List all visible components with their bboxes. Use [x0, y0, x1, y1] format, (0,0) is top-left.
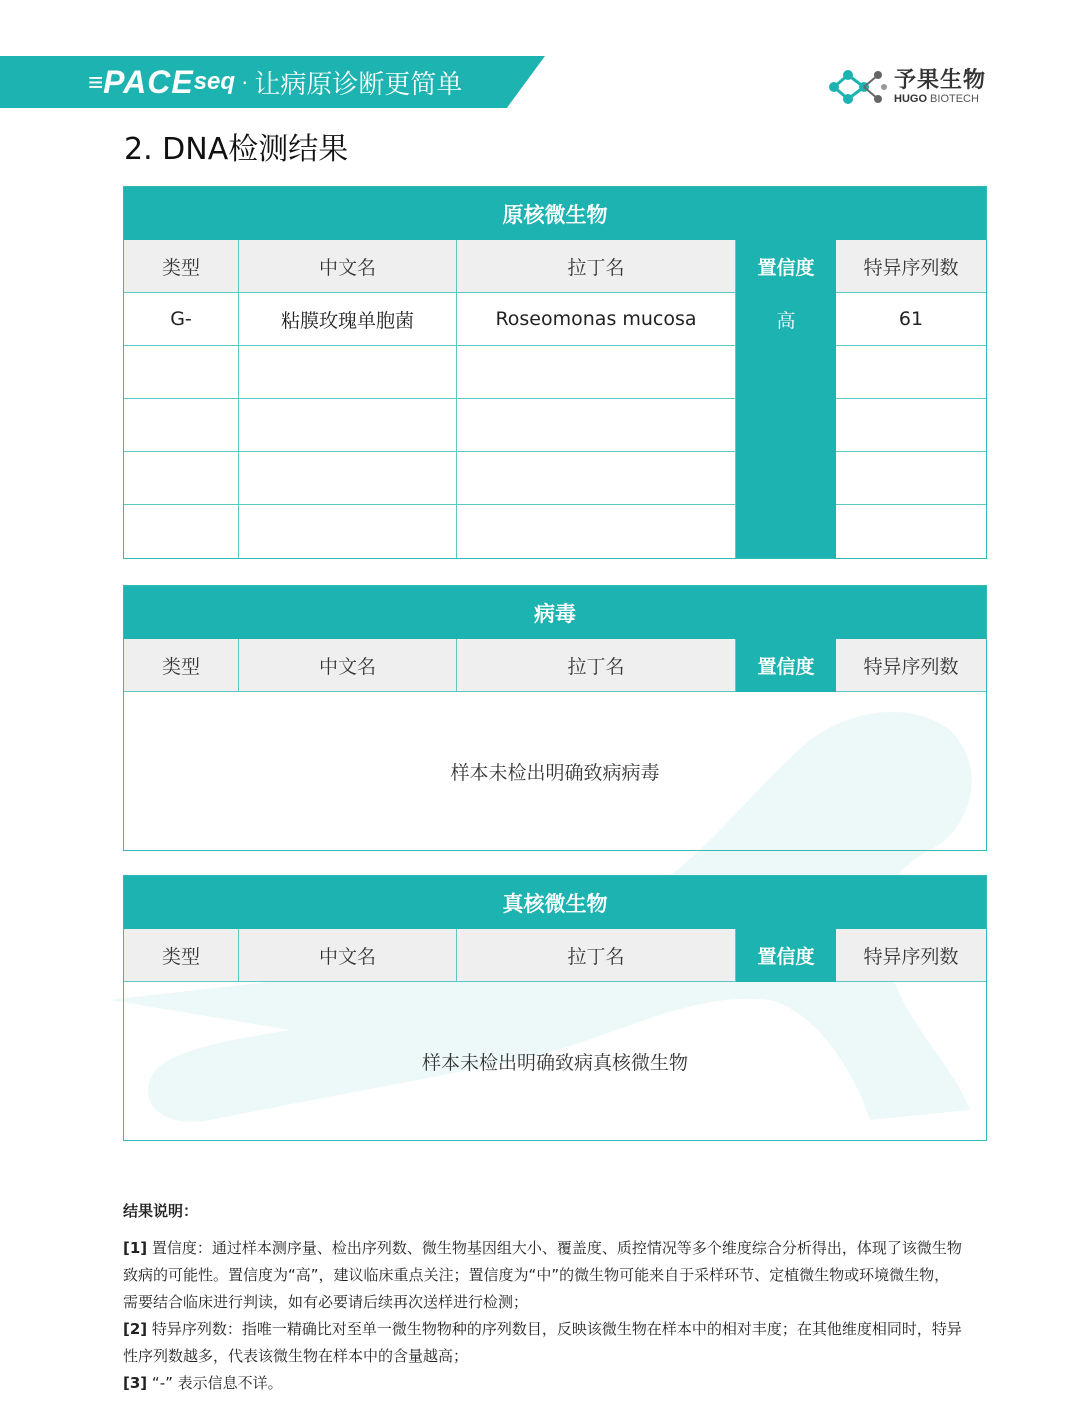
cell-latin-name — [457, 399, 736, 452]
cell-type: G- — [124, 293, 239, 346]
cell-latin-name — [457, 505, 736, 558]
brand-speed-lines: ≡ — [88, 66, 100, 97]
cell-latin-name — [457, 346, 736, 399]
eukaryote-header-row — [124, 929, 986, 982]
cell-specific-reads — [836, 505, 986, 558]
cell-confidence — [736, 346, 836, 399]
cell-chinese-name — [239, 399, 457, 452]
cell-type — [124, 452, 239, 505]
note-item — [123, 1235, 963, 1316]
col-specific-reads-header: 特异序列数 — [836, 240, 986, 293]
brand-suffix: seq — [193, 68, 236, 95]
note-tag: [1] — [123, 1239, 148, 1257]
table-row — [124, 293, 986, 346]
col-confidence-header: 置信度 — [736, 639, 836, 692]
col-type-header: 类型 — [124, 240, 239, 293]
cell-chinese-name — [239, 346, 457, 399]
table-row — [124, 505, 986, 558]
logo-chinese-name: 予果生物 — [894, 67, 987, 93]
hugo-logo-icon — [826, 67, 888, 107]
cell-specific-reads — [836, 399, 986, 452]
note-text: “-” 表示信息不详。 — [147, 1374, 283, 1392]
logo-english-name — [894, 93, 986, 106]
result-notes — [123, 1200, 963, 1397]
prokaryote-table — [123, 186, 987, 559]
eukaryote-table-title: 真核微生物 — [124, 876, 986, 929]
cell-confidence — [736, 399, 836, 452]
col-confidence-header: 置信度 — [736, 240, 836, 293]
virus-table — [123, 585, 987, 851]
table-row — [124, 452, 986, 505]
logo-english-rest: BIOTECH — [927, 92, 979, 105]
table-row — [124, 399, 986, 452]
col-latin-name-header: 拉丁名 — [457, 639, 736, 692]
note-tag: [2] — [123, 1320, 148, 1338]
col-specific-reads-header: 特异序列数 — [836, 929, 986, 982]
note-item — [123, 1370, 963, 1397]
col-confidence-header: 置信度 — [736, 929, 836, 982]
cell-specific-reads — [836, 346, 986, 399]
virus-table-title: 病毒 — [124, 586, 986, 639]
eukaryote-table — [123, 875, 987, 1141]
logo-english-bold: HUGO — [894, 92, 927, 105]
col-type-header: 类型 — [124, 639, 239, 692]
col-chinese-name-header: 中文名 — [239, 639, 457, 692]
note-tag: [3] — [123, 1374, 148, 1392]
cell-confidence — [736, 505, 836, 558]
cell-latin-name: Roseomonas mucosa — [457, 293, 736, 346]
virus-header-row — [124, 639, 986, 692]
cell-confidence — [736, 452, 836, 505]
col-specific-reads-header: 特异序列数 — [836, 639, 986, 692]
brand-name: PACE — [103, 63, 194, 100]
table-row — [124, 346, 986, 399]
cell-specific-reads — [836, 452, 986, 505]
cell-chinese-name — [239, 505, 457, 558]
col-chinese-name-header: 中文名 — [239, 240, 457, 293]
cell-confidence: 高 — [736, 293, 836, 346]
col-type-header: 类型 — [124, 929, 239, 982]
col-latin-name-header: 拉丁名 — [457, 929, 736, 982]
company-logo — [826, 66, 986, 108]
eukaryote-empty-message: 样本未检出明确致病真核微生物 — [421, 1051, 688, 1074]
brand-separator: · — [241, 69, 249, 94]
cell-type — [124, 399, 239, 452]
brand-slogan: 让病原诊断更简单 — [254, 69, 463, 100]
cell-type — [124, 505, 239, 558]
note-text: 置信度：通过样本测序量、检出序列数、微生物基因组大小、覆盖度、质控情况等多个维度综合分析得出，体现了该微生物致病的可能性。置信度为“高”，建议临床重点关注；置信度为“中”的微生物可能来自于采样环节、定植微生物或环境微生物，需要结合临床进行判读，如有必要请后续再次送样进行检测； — [123, 1239, 962, 1311]
section-title: 2. DNA检测结果 — [124, 132, 349, 167]
cell-chinese-name: 粘膜玫瑰单胞菌 — [239, 293, 457, 346]
brand-lockup — [88, 62, 462, 102]
cell-latin-name — [457, 452, 736, 505]
prokaryote-table-title: 原核微生物 — [124, 187, 986, 240]
col-latin-name-header: 拉丁名 — [457, 240, 736, 293]
cell-type — [124, 346, 239, 399]
virus-empty-message: 样本未检出明确致病病毒 — [450, 761, 660, 784]
cell-chinese-name — [239, 452, 457, 505]
note-text: 特异序列数：指唯一精确比对至单一微生物物种的序列数目，反映该微生物在样本中的相对丰度；在其他维度相同时，特异性序列数越多，代表该微生物在样本中的含量越高； — [123, 1320, 962, 1365]
note-item — [123, 1316, 963, 1370]
notes-title: 结果说明： — [123, 1202, 199, 1220]
cell-specific-reads: 61 — [836, 293, 986, 346]
col-chinese-name-header: 中文名 — [239, 929, 457, 982]
prokaryote-header-row — [124, 240, 986, 293]
